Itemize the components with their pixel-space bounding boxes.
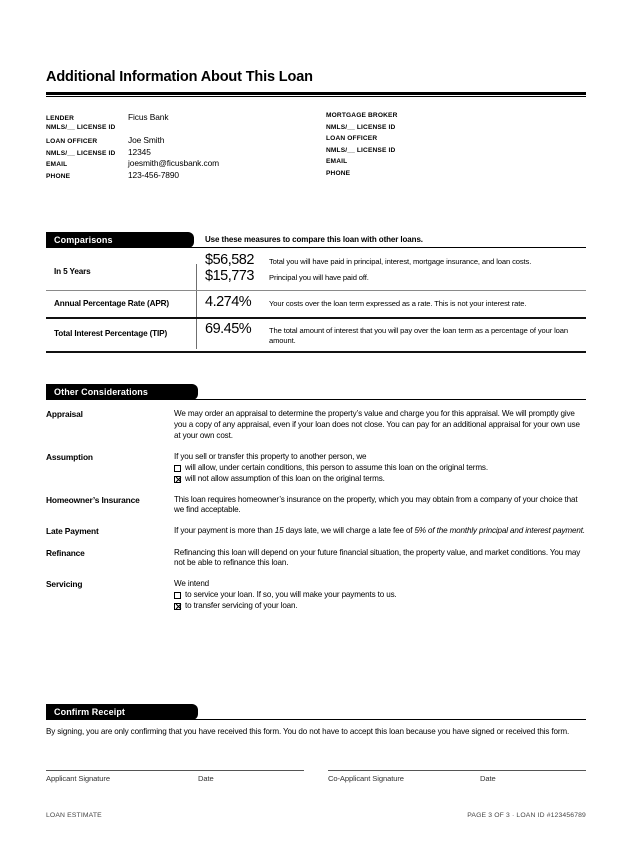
lender-contact-column bbox=[46, 112, 306, 182]
comparison-amount: 4.274% bbox=[205, 294, 252, 310]
consideration-text bbox=[174, 526, 586, 537]
page-title: Additional Information About This Loan bbox=[46, 69, 313, 85]
contact-label: PHONE bbox=[46, 172, 71, 180]
list-item bbox=[46, 452, 586, 485]
comparison-description: Your costs over the loan term expressed as a rate. This is not your interest rate. bbox=[269, 299, 527, 308]
co-applicant-signature-label: Co-Applicant Signature bbox=[328, 774, 404, 783]
comparisons-header bbox=[46, 232, 586, 248]
contact-value: joesmith@ficusbank.com bbox=[128, 158, 220, 169]
other-considerations-header bbox=[46, 384, 586, 400]
assumption-option-allow[interactable] bbox=[174, 463, 586, 474]
late-payment-text-a: If your payment is more than bbox=[174, 526, 275, 536]
contact-row bbox=[46, 112, 306, 124]
contact-label: EMAIL bbox=[326, 158, 348, 166]
assumption-option-not-allow-label: will not allow assumption of this loan on the original terms. bbox=[185, 473, 385, 483]
contact-value: Ficus Bank bbox=[128, 112, 169, 122]
co-applicant-signature-group[interactable] bbox=[328, 770, 586, 783]
list-item bbox=[46, 579, 586, 612]
signature-area bbox=[46, 770, 586, 783]
assumption-option-allow-label: will allow, under certain conditions, this person to assume this loan on the original terms. bbox=[185, 462, 488, 472]
table-row bbox=[46, 317, 586, 349]
contact-row bbox=[326, 158, 586, 170]
contact-row bbox=[46, 147, 306, 159]
contact-row bbox=[46, 158, 306, 170]
comparison-row-body bbox=[196, 290, 586, 317]
assumption-option-not-allow[interactable] bbox=[174, 474, 586, 485]
contact-label: LOAN OFFICER bbox=[46, 138, 98, 146]
comparison-row-body bbox=[196, 317, 586, 349]
contact-row bbox=[326, 147, 586, 159]
consideration-label: Servicing bbox=[46, 579, 83, 590]
other-considerations-tab-label: Other Considerations bbox=[46, 384, 198, 400]
list-item bbox=[46, 526, 586, 537]
comparisons-head-note: Use these measures to compare this loan with other loans. bbox=[205, 235, 423, 244]
title-rule bbox=[46, 92, 586, 95]
consideration-label: Refinance bbox=[46, 547, 85, 558]
confirm-receipt-header bbox=[46, 704, 586, 720]
comparison-line bbox=[205, 321, 586, 345]
confirm-receipt-tab-label: Confirm Receipt bbox=[46, 704, 198, 720]
applicant-date-label: Date bbox=[198, 774, 214, 783]
contact-row bbox=[46, 135, 306, 147]
list-item bbox=[46, 495, 586, 517]
applicant-signature-label: Applicant Signature bbox=[46, 774, 110, 783]
other-considerations-list bbox=[46, 400, 586, 612]
contact-label: PHONE bbox=[326, 169, 351, 177]
contact-value: 12345 bbox=[128, 146, 151, 157]
assumption-intro: If you sell or transfer this property to another person, we bbox=[174, 451, 367, 461]
servicing-option-transfer-label: to transfer servicing of your loan. bbox=[185, 601, 298, 611]
consideration-label: Assumption bbox=[46, 451, 93, 462]
comparison-description: Principal you will have paid off. bbox=[269, 273, 369, 282]
contact-label: NMLS/__ LICENSE ID bbox=[326, 146, 396, 154]
contact-row bbox=[326, 135, 586, 147]
contact-row bbox=[326, 124, 586, 136]
list-item bbox=[46, 548, 586, 570]
contact-label: LOAN OFFICER bbox=[326, 135, 378, 143]
co-applicant-date-label: Date bbox=[480, 774, 496, 783]
comparison-line bbox=[205, 268, 586, 284]
comparison-line bbox=[205, 294, 586, 310]
consideration-label: Late Payment bbox=[46, 526, 99, 537]
comparison-amount: $15,773 bbox=[205, 268, 254, 284]
contact-label: MORTGAGE BROKER bbox=[326, 112, 398, 119]
page-footer bbox=[46, 812, 586, 819]
footer-page-and-loan-id: PAGE 3 OF 3 · LOAN ID #123456789 bbox=[467, 812, 586, 819]
contact-header bbox=[46, 112, 586, 182]
comparison-description: Total you will have paid in principal, interest, mortgage insurance, and loan costs. bbox=[269, 257, 532, 266]
servicing-option-service[interactable] bbox=[174, 590, 586, 601]
comparison-description: The total amount of interest that you will pay over the loan term as a percentage of your loan amount. bbox=[269, 326, 568, 345]
comparisons-tab-label: Comparisons bbox=[46, 232, 194, 248]
broker-contact-column bbox=[306, 112, 586, 182]
contact-value: 123-456-7890 bbox=[128, 169, 179, 180]
servicing-option-service-label: to service your loan. If so, you will make your payments to us. bbox=[185, 590, 397, 600]
checkbox-unchecked-icon[interactable] bbox=[174, 592, 181, 599]
consideration-text: Refinancing this loan will depend on your future financial situation, the property value, and market conditions. You may not be able to refinance this loan. bbox=[174, 547, 581, 568]
consideration-text bbox=[174, 452, 586, 485]
comparison-row-label: Annual Percentage Rate (APR) bbox=[54, 299, 169, 308]
contact-row bbox=[326, 170, 586, 182]
consideration-text bbox=[174, 579, 586, 612]
contact-label: EMAIL bbox=[46, 161, 68, 169]
contact-label: NMLS/__ LICENSE ID bbox=[326, 123, 396, 131]
other-considerations-section bbox=[46, 384, 586, 622]
confirm-receipt-header-rule bbox=[46, 719, 586, 720]
comparison-row-body bbox=[196, 252, 586, 290]
comparison-row-label: Total Interest Percentage (TIP) bbox=[54, 328, 168, 338]
list-item bbox=[46, 409, 586, 442]
checkbox-checked-icon[interactable] bbox=[174, 476, 181, 483]
consideration-label: Appraisal bbox=[46, 409, 83, 419]
consideration-text: We may order an appraisal to determine the property’s value and charge you for this appraisal. We will promptly give you a copy of any appraisal, even if your loan does not close. You can pay for an additional appraisal for your own use at your own cost. bbox=[174, 409, 580, 440]
contact-row bbox=[46, 170, 306, 182]
late-payment-days: 15 bbox=[274, 526, 284, 536]
table-row bbox=[46, 290, 586, 317]
consideration-label: Homeowner’s Insurance bbox=[46, 494, 140, 505]
late-payment-text-b: days late, we will charge a late fee of bbox=[283, 526, 415, 536]
comparisons-section bbox=[46, 232, 586, 349]
title-rule-secondary bbox=[46, 96, 586, 97]
other-considerations-header-rule bbox=[46, 399, 586, 400]
applicant-signature-group[interactable] bbox=[46, 770, 304, 783]
contact-value: Joe Smith bbox=[128, 135, 165, 146]
servicing-option-transfer[interactable] bbox=[174, 601, 586, 612]
comparison-amount: 69.45% bbox=[205, 321, 252, 337]
contact-row bbox=[46, 124, 306, 136]
comparisons-table bbox=[46, 248, 586, 349]
consideration-text: This loan requires homeowner’s insurance on the property, which you may obtain from a company of your choice that we find acceptable. bbox=[174, 494, 578, 515]
comparison-row-label: In 5 Years bbox=[54, 266, 91, 276]
table-row bbox=[46, 248, 586, 290]
comparison-line bbox=[205, 252, 586, 268]
contact-label: NMLS/__ LICENSE ID bbox=[46, 123, 116, 131]
late-payment-fee: 5% of the monthly principal and interest payment. bbox=[414, 526, 585, 536]
comparison-amount: $56,582 bbox=[205, 252, 254, 268]
comparisons-table-bottom-rule bbox=[46, 351, 586, 353]
footer-form-name: LOAN ESTIMATE bbox=[46, 812, 102, 819]
contact-label: NMLS/__ LICENSE ID bbox=[46, 149, 116, 157]
contact-row bbox=[326, 112, 586, 124]
confirm-receipt-section bbox=[46, 704, 586, 738]
checkbox-checked-icon[interactable] bbox=[174, 603, 181, 610]
checkbox-unchecked-icon[interactable] bbox=[174, 465, 181, 472]
servicing-intro: We intend bbox=[174, 579, 210, 589]
contact-label: LENDER bbox=[46, 115, 75, 122]
confirm-receipt-text: By signing, you are only confirming that you have received this form. You do not have to accept this loan because you have signed or received this form. bbox=[46, 727, 570, 736]
